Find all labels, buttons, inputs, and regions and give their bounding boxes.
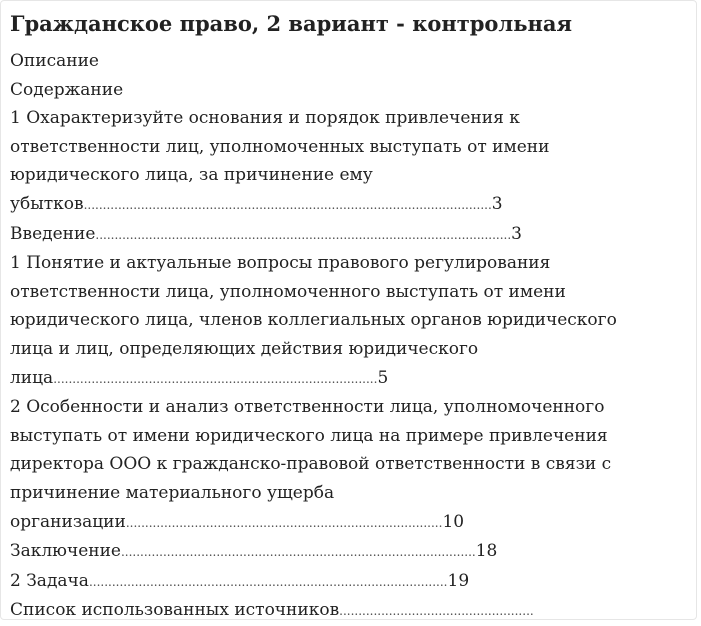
toc-item: [10, 104, 680, 219]
document-content: [10, 9, 680, 626]
toc-item-line: юридического лица, членов коллегиальных органов юридического: [10, 310, 617, 331]
toc-item-last-line: [10, 508, 680, 538]
description-link[interactable]: Описание: [10, 51, 99, 71]
toc-item-last-line: [10, 537, 680, 567]
toc-item-line: лица и лиц, определяющих действия юридического: [10, 338, 479, 359]
toc-item-line: 1 Понятие и актуальные вопросы правового регулирования: [10, 253, 551, 274]
toc-page-number: 3: [491, 193, 503, 214]
toc-item-label: убытков: [10, 193, 84, 214]
toc-item: [10, 567, 680, 597]
toc-page-number: 5: [377, 367, 389, 388]
toc-item-line: ответственности лиц, уполномоченных выступать от имени: [10, 136, 550, 157]
toc-item: [10, 220, 680, 250]
toc-item-last-line: [10, 364, 680, 394]
toc-item-line: 1 Охарактеризуйте основания и порядок привлечения к: [10, 108, 520, 129]
toc-item-label: Введение: [10, 223, 96, 244]
page-title: Гражданское право, 2 вариант - контрольная: [10, 11, 572, 36]
toc-item-line: директора ООО к гражданско-правовой ответственности в связи с: [10, 454, 612, 475]
toc-item-last-line: [10, 190, 680, 220]
toc-item-last-line: [10, 596, 680, 626]
toc-leader-dots: ..............................................................................................: [88, 574, 448, 589]
toc-item-label: организации: [10, 511, 126, 532]
toc-page-number: 19: [447, 570, 470, 591]
toc-leader-dots: .....................................................................................: [53, 371, 378, 386]
toc-item-label: Заключение: [10, 541, 121, 562]
toc-leader-dots: ...........................................................................................................: [83, 197, 492, 212]
toc-item-label: Список использованных источников: [10, 600, 340, 621]
toc-item-label: 2 Задача: [10, 570, 89, 591]
toc-item-line: выступать от имени юридического лица на примере привлечения: [10, 425, 608, 446]
toc-item: [10, 393, 680, 537]
toc-leader-dots: .............................................................................................: [120, 545, 476, 560]
toc-item: [10, 249, 680, 393]
toc-leader-dots: ...................................................................................: [125, 515, 443, 530]
toc-item-last-line: [10, 567, 680, 597]
toc-item-label: лица: [10, 367, 54, 388]
toc-leader-dots: ...................................................: [339, 604, 534, 619]
toc-item-last-line: [10, 220, 680, 250]
toc-item: [10, 596, 680, 626]
toc-item-line: 2 Особенности и анализ ответственности лица, уполномоченного: [10, 397, 605, 418]
toc-leader-dots: .............................................................................................................: [95, 227, 512, 242]
toc-page-number: 3: [511, 223, 522, 244]
toc-page-number: 18: [475, 541, 498, 562]
toc-page-number: 10: [442, 511, 465, 532]
toc-item: [10, 537, 680, 567]
toc-item-line: ответственности лица, уполномоченного выступать от имени: [10, 281, 566, 302]
toc-item-line: юридического лица, за причинение ему: [10, 165, 373, 186]
contents-heading: Содержание: [10, 79, 124, 100]
toc-item-line: причинение материального ущерба: [10, 482, 335, 503]
